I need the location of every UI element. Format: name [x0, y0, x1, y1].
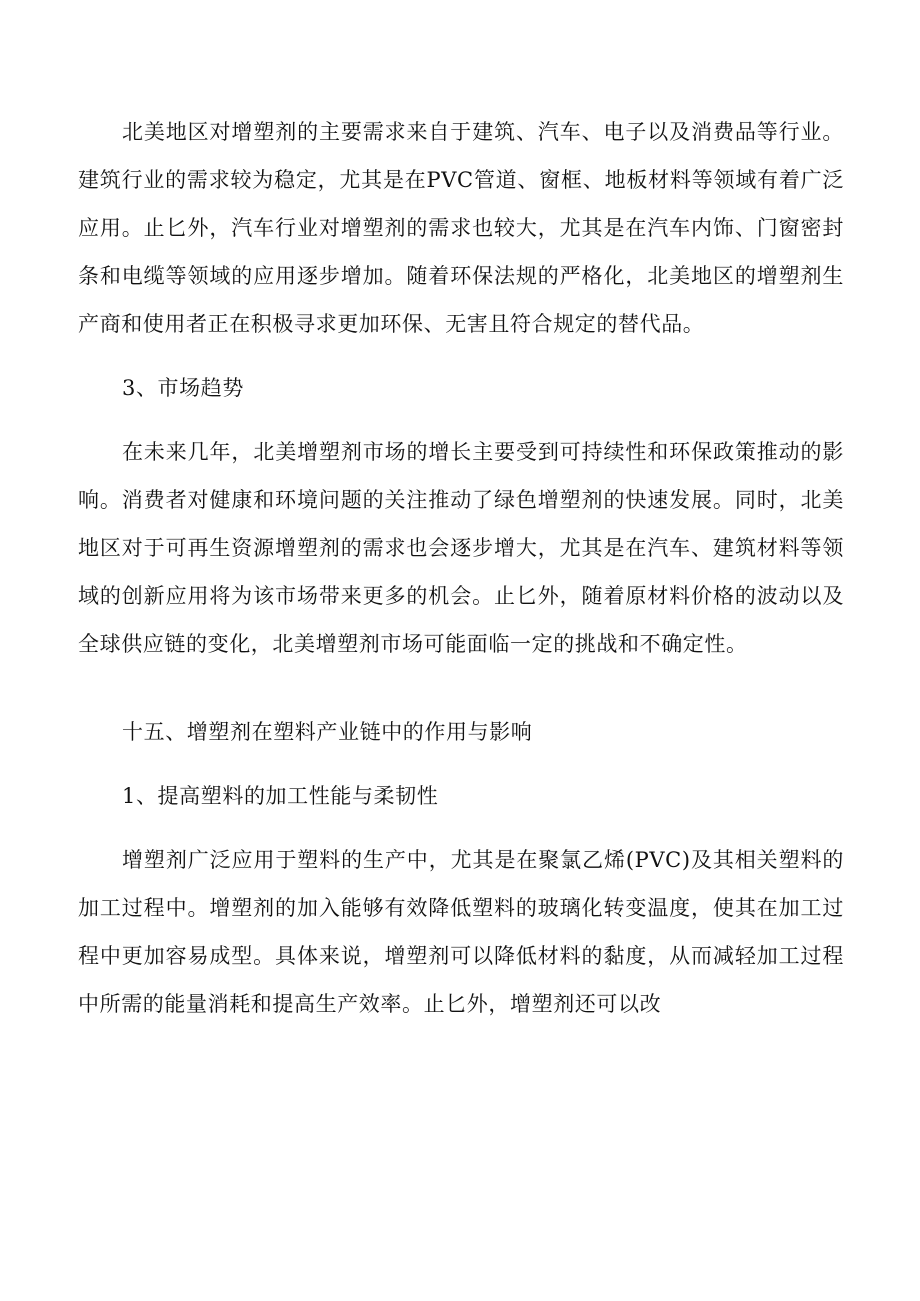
paragraph-market-trends: 在未来几年，北美增塑剂市场的增长主要受到可持续性和环保政策推动的影响。消费者对健康和环境问题的关注推动了绿色增塑剂的快速发展。同时，北美地区对于可再生资源增塑剂的需求也会逐步增大，尤其是在汽车、建筑材料等领域的创新应用将为该市场带来更多的机会。止匕外，随着原材料价格的波动以及全球供应链的变化，北美增塑剂市场可能面临一定的挑战和不确定性。 [78, 440, 844, 656]
document-body [78, 108, 844, 1044]
heading-market-trends: 3、市场趋势 [122, 376, 244, 400]
paragraph-plasticizer-processing: 增塑剂广泛应用于塑料的生产中，尤其是在聚氯乙烯(PVC)及其相关塑料的加工过程中。增塑剂的加入能够有效降低塑料的玻璃化转变温度，使其在加工过程中更加容易成型。具体来说，增塑剂可以降低材料的黏度，从而减轻加工过程中所需的能量消耗和提高生产效率。止匕外，增塑剂还可以改 [78, 848, 844, 1016]
heading-subsection-1: 1、提高塑料的加工性能与柔韧性 [122, 784, 439, 808]
heading-section-15: 十五、增塑剂在塑料产业链中的作用与影响 [122, 720, 533, 744]
paragraph-north-america-demand: 北美地区对增塑剂的主要需求来自于建筑、汽车、电子以及消费品等行业。建筑行业的需求较为稳定，尤其是在PVC管道、窗框、地板材料等领域有着广泛应用。止匕外，汽车行业对增塑剂的需求也较大，尤其是在汽车内饰、门窗密封条和电缆等领域的应用逐步增加。随着环保法规的严格化，北美地区的增塑剂生产商和使用者正在积极寻求更加环保、无害且符合规定的替代品。 [78, 120, 844, 336]
